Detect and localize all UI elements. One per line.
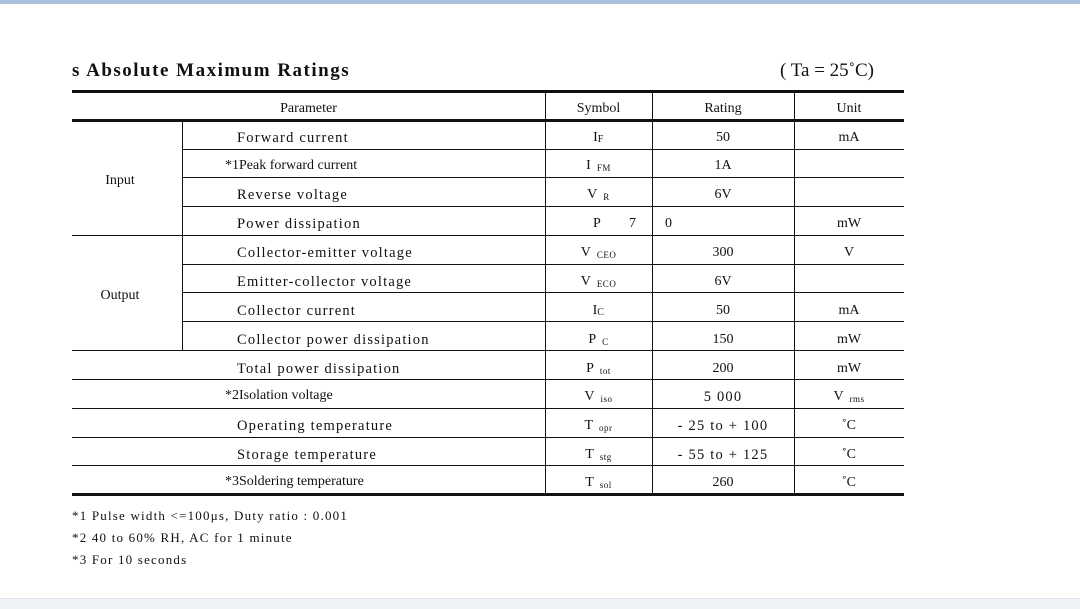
row-rule [182, 264, 904, 265]
symbol-subscript: sol [599, 480, 612, 490]
rating-cell: 200 [712, 361, 734, 376]
unit-cell [794, 389, 904, 405]
symbol-column-divider [545, 90, 546, 495]
row-rule [182, 149, 904, 150]
row-rule [182, 292, 904, 293]
symbol-letter: T [585, 447, 594, 462]
symbol-subscript: R [603, 192, 610, 202]
symbol-cell [545, 187, 652, 203]
symbol-letter: T [584, 418, 594, 433]
param-operating-temperature: Operating temperature [237, 418, 394, 434]
unit-cell: ˚C [842, 447, 856, 462]
symbol-subscript: F [597, 134, 604, 145]
ambient-temperature-condition: ( Ta = 25˚C) [780, 60, 874, 81]
unit-cell: V [843, 245, 855, 260]
unit-cell: mW [836, 216, 862, 231]
rating-cell: 5 000 [703, 389, 743, 405]
symbol-subscript: opr [599, 423, 613, 433]
symbol-letter: I [593, 130, 598, 145]
unit-column-divider [794, 90, 795, 495]
param-reverse-voltage: Reverse voltage [237, 187, 349, 203]
row-rule [72, 437, 904, 438]
row-rule [182, 206, 904, 207]
symbol-subscript: iso [600, 394, 613, 404]
symbol-cell [545, 245, 652, 261]
footnote-1: *1 Pulse width <=100μs, Duty ratio : 0.001 [72, 508, 349, 523]
window-top-bar [0, 0, 1080, 4]
symbol-cell [545, 332, 652, 348]
group-label-output: Output [100, 288, 140, 303]
param-soldering-temperature: *3Soldering temperature [225, 474, 364, 489]
unit-cell: mW [836, 361, 862, 376]
table-top-rule [72, 90, 904, 93]
header-rating: Rating [704, 101, 742, 116]
header-symbol: Symbol [576, 101, 621, 116]
unit-cell: ˚C [842, 418, 856, 433]
symbol-letter: P [593, 216, 601, 231]
window-bottom-bar [0, 598, 1080, 609]
unit-cell: mA [838, 130, 860, 145]
symbol-subscript: C [602, 337, 609, 347]
header-parameter: Parameter [280, 101, 337, 116]
rating-cell: - 25 to + 100 [677, 418, 769, 434]
unit-subscript: rms [849, 394, 865, 404]
param-total-power-dissipation: Total power dissipation [237, 361, 401, 377]
symbol-cell [545, 389, 652, 405]
rating-cell: - 55 to + 125 [677, 447, 769, 463]
param-collector-current: Collector current [237, 303, 357, 319]
param-emitter-collector-voltage: Emitter-collector voltage [237, 274, 413, 290]
rating-cell: 300 [712, 245, 734, 260]
symbol-cell [545, 158, 652, 174]
param-storage-temperature: Storage temperature [237, 447, 377, 463]
symbol-cell [545, 274, 652, 290]
group-label-input: Input [105, 173, 135, 188]
rating-cell: 50 [716, 303, 730, 318]
param-forward-current: Forward current [237, 130, 349, 146]
symbol-letter: V [580, 274, 591, 289]
footnotes [72, 505, 348, 571]
param-power-dissipation: Power dissipation [237, 216, 361, 232]
param-collector-emitter-voltage: Collector-emitter voltage [237, 245, 413, 261]
header-bottom-rule [72, 119, 904, 122]
symbol-letter: I [586, 158, 591, 173]
symbol-subscript: 7 [629, 216, 636, 231]
unit-letter: V [833, 389, 844, 404]
symbol-letter: V [580, 245, 591, 260]
rating-cell: 1A [714, 158, 732, 173]
rating-cell: 6V [714, 187, 732, 202]
row-rule [182, 177, 904, 178]
footnote-3: *3 For 10 seconds [72, 552, 188, 567]
unit-cell: mA [838, 303, 860, 318]
rating-cell: 260 [712, 475, 734, 490]
symbol-cell [545, 303, 652, 320]
symbol-cell [545, 475, 652, 491]
symbol-letter: I [592, 303, 598, 318]
group-divider [182, 120, 183, 350]
rating-column-divider [652, 90, 653, 495]
rating-cell: 6V [714, 274, 732, 289]
group-rule [72, 350, 904, 351]
table-bottom-rule [72, 493, 904, 496]
symbol-subscript: CEO [596, 250, 617, 260]
unit-cell: mW [836, 332, 862, 347]
group-rule [72, 235, 904, 236]
row-rule [182, 321, 904, 322]
row-rule [72, 465, 904, 466]
symbol-letter: P [588, 332, 597, 347]
symbol-subscript: FM [596, 163, 611, 173]
param-collector-power-dissipation: Collector power dissipation [237, 332, 430, 348]
symbol-subscript: C [597, 307, 605, 318]
rating-cell: 150 [712, 332, 734, 347]
rating-cell: 0 [665, 216, 672, 231]
section-title: s Absolute Maximum Ratings [72, 60, 351, 81]
param-isolation-voltage: *2Isolation voltage [225, 388, 333, 403]
symbol-letter: T [585, 475, 594, 490]
footnote-2: *2 40 to 60% RH, AC for 1 minute [72, 530, 293, 545]
symbol-cell [545, 130, 652, 147]
symbol-cell [545, 418, 652, 434]
symbol-letter: P [586, 361, 594, 376]
symbol-subscript: ECO [596, 279, 617, 289]
rating-cell: 50 [716, 130, 730, 145]
symbol-cell [545, 361, 652, 377]
symbol-subscript: stg [599, 452, 612, 462]
row-rule [72, 408, 904, 409]
param-peak-forward-current: *1Peak forward current [225, 158, 358, 173]
unit-cell: ˚C [842, 475, 856, 490]
header-unit: Unit [836, 101, 862, 116]
symbol-subscript: tot [599, 366, 611, 376]
symbol-letter: V [584, 389, 595, 404]
symbol-cell [545, 447, 652, 463]
symbol-letter: V [587, 187, 598, 202]
row-rule [72, 379, 904, 380]
